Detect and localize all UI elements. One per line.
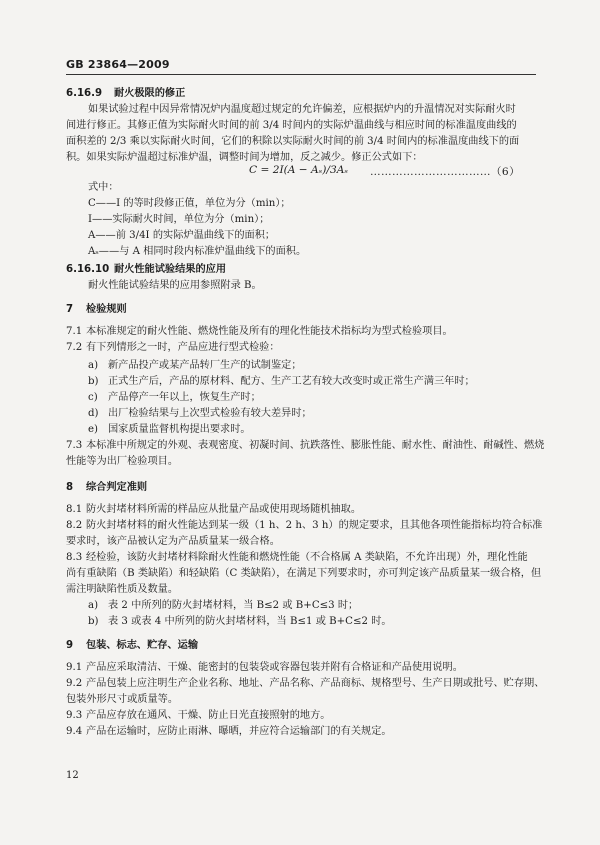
- list-item: a) 表 2 中所列的防火封堵材料，当 B≤2 或 B+C≤3 时；: [88, 600, 359, 611]
- clause-6-16-9-heading: 6.16.9 耐火极限的修正: [66, 88, 186, 99]
- symbol-definition: C——I 的等时段修正值，单位为分（min）；: [88, 198, 291, 209]
- correction-formula: [249, 164, 545, 176]
- symbol-definition: A——前 3/4I 的实际炉温曲线下的面积；: [88, 230, 276, 241]
- section-9-heading: 9 包装、标志、贮存、运输: [66, 640, 199, 651]
- formula-number: ……………………………（6）: [370, 166, 521, 178]
- page-number: 12: [66, 770, 79, 781]
- list-item: e) 国家质量监督机构提出要求时。: [88, 424, 251, 435]
- clause-8-1: 8.1 防火封堵材料所需的样品应从批量产品或使用现场随机抽取。: [66, 504, 362, 515]
- symbol-definition: Aₛ——与 A 相同时段内标准炉温曲线下的面积。: [88, 246, 307, 257]
- list-item: c) 产品停产一年以上，恢复生产时；: [88, 392, 261, 403]
- clause-6-16-9-para-line: 积。如果实际炉温超过标准炉温，调整时间为增加，反之减少。修正公式如下：: [66, 152, 423, 163]
- list-item: b) 表 3 或表 4 中所列的防火封堵材料，当 B≤1 或 B+C≤2 时。: [88, 616, 392, 627]
- clause-8-2-continued: 要求时，该产品被认定为产品质量某一级合格。: [66, 536, 280, 547]
- clause-6-16-10-text: 耐火性能试验结果的应用参照附录 B。: [88, 280, 262, 291]
- clause-6-16-9-para-line: 面积差的 2/3 乘以实际耐火时间，它们的积除以实际耐火时间的前 3/4 时间内的标准温度曲线下的面: [66, 136, 520, 147]
- clause-9-1: 9.1 产品应采取清洁、干燥、能密封的包装袋或容器包装并附有合格证和产品使用说明。: [66, 662, 463, 673]
- section-8-heading: 8 综合判定准则: [66, 482, 148, 493]
- clause-8-3-continued: 尚有重缺陷（B 类缺陷）和轻缺陷（C 类缺陷），在满足下列要求时，亦可判定该产品质量某一级合格，但: [66, 568, 542, 579]
- clause-9-3: 9.3 产品应存放在通风、干燥、防止日光直接照射的地方。: [66, 710, 331, 721]
- clause-6-16-9-para-line: 如果试验过程中因异常情况炉内温度超过规定的允许偏差，应根据炉内的升温情况对实际耐火时: [88, 104, 516, 115]
- clause-6-16-10-heading: 6.16.10 耐火性能试验结果的应用: [66, 264, 227, 275]
- list-item: b) 正式生产后，产品的原材料、配方、生产工艺有较大改变时或正常生产满三年时；: [88, 376, 475, 387]
- header-rule: [66, 74, 536, 75]
- clause-7-2: 7.2 有下列情形之一时，产品应进行型式检验：: [66, 342, 280, 353]
- standard-id: GB 23864—2009: [66, 58, 170, 71]
- symbol-definition: I——实际耐火时间，单位为分（min）；: [88, 214, 270, 225]
- clause-9-2-continued: 包装外形尺寸或质量等。: [66, 694, 179, 705]
- list-item: d) 出厂检验结果与上次型式检验有较大差异时；: [88, 408, 312, 419]
- clause-8-3-continued: 需注明缺陷性质及数量。: [66, 584, 179, 595]
- list-item: a) 新产品投产或某产品转厂生产的试制鉴定；: [88, 360, 302, 371]
- clause-7-3-continued: 性能等为出厂检验项目。: [66, 456, 179, 467]
- clause-6-16-9-para-line: 间进行修正。其修正值为实际耐火时间的前 3/4 时间内的实际炉温曲线与相应时间的标准温度曲线的: [66, 120, 517, 131]
- clause-8-2: 8.2 防火封堵材料的耐火性能达到某一级（1 h、2 h、3 h）的规定要求，且其他各项性能指标均符合标准: [66, 520, 543, 531]
- formula-expression: C = 2I(A − Aₛ)/3Aₛ: [249, 164, 348, 176]
- clause-8-3: 8.3 经检验，该防火封堵材料除耐火性能和燃烧性能（不合格属 A 类缺陷，不允许出现）外，理化性能: [66, 552, 528, 563]
- clause-9-2: 9.2 产品包装上应注明生产企业名称、地址、产品名称、产品商标、规格型号、生产日期或批号、贮存期、: [66, 678, 545, 689]
- clause-7-1: 7.1 本标准规定的耐火性能、燃烧性能及所有的理化性能技术指标均为型式检验项目。: [66, 326, 453, 337]
- clause-7-3: 7.3 本标准中所规定的外观、表观密度、初凝时间、抗跌落性、膨胀性能、耐水性、耐油性、耐碱性、燃烧: [66, 440, 545, 451]
- clause-9-4: 9.4 产品在运输时，应防止雨淋、曝晒，并应符合运输部门的有关规定。: [66, 726, 392, 737]
- where-label: 式中：: [88, 182, 119, 193]
- section-7-heading: 7 检验规则: [66, 304, 127, 315]
